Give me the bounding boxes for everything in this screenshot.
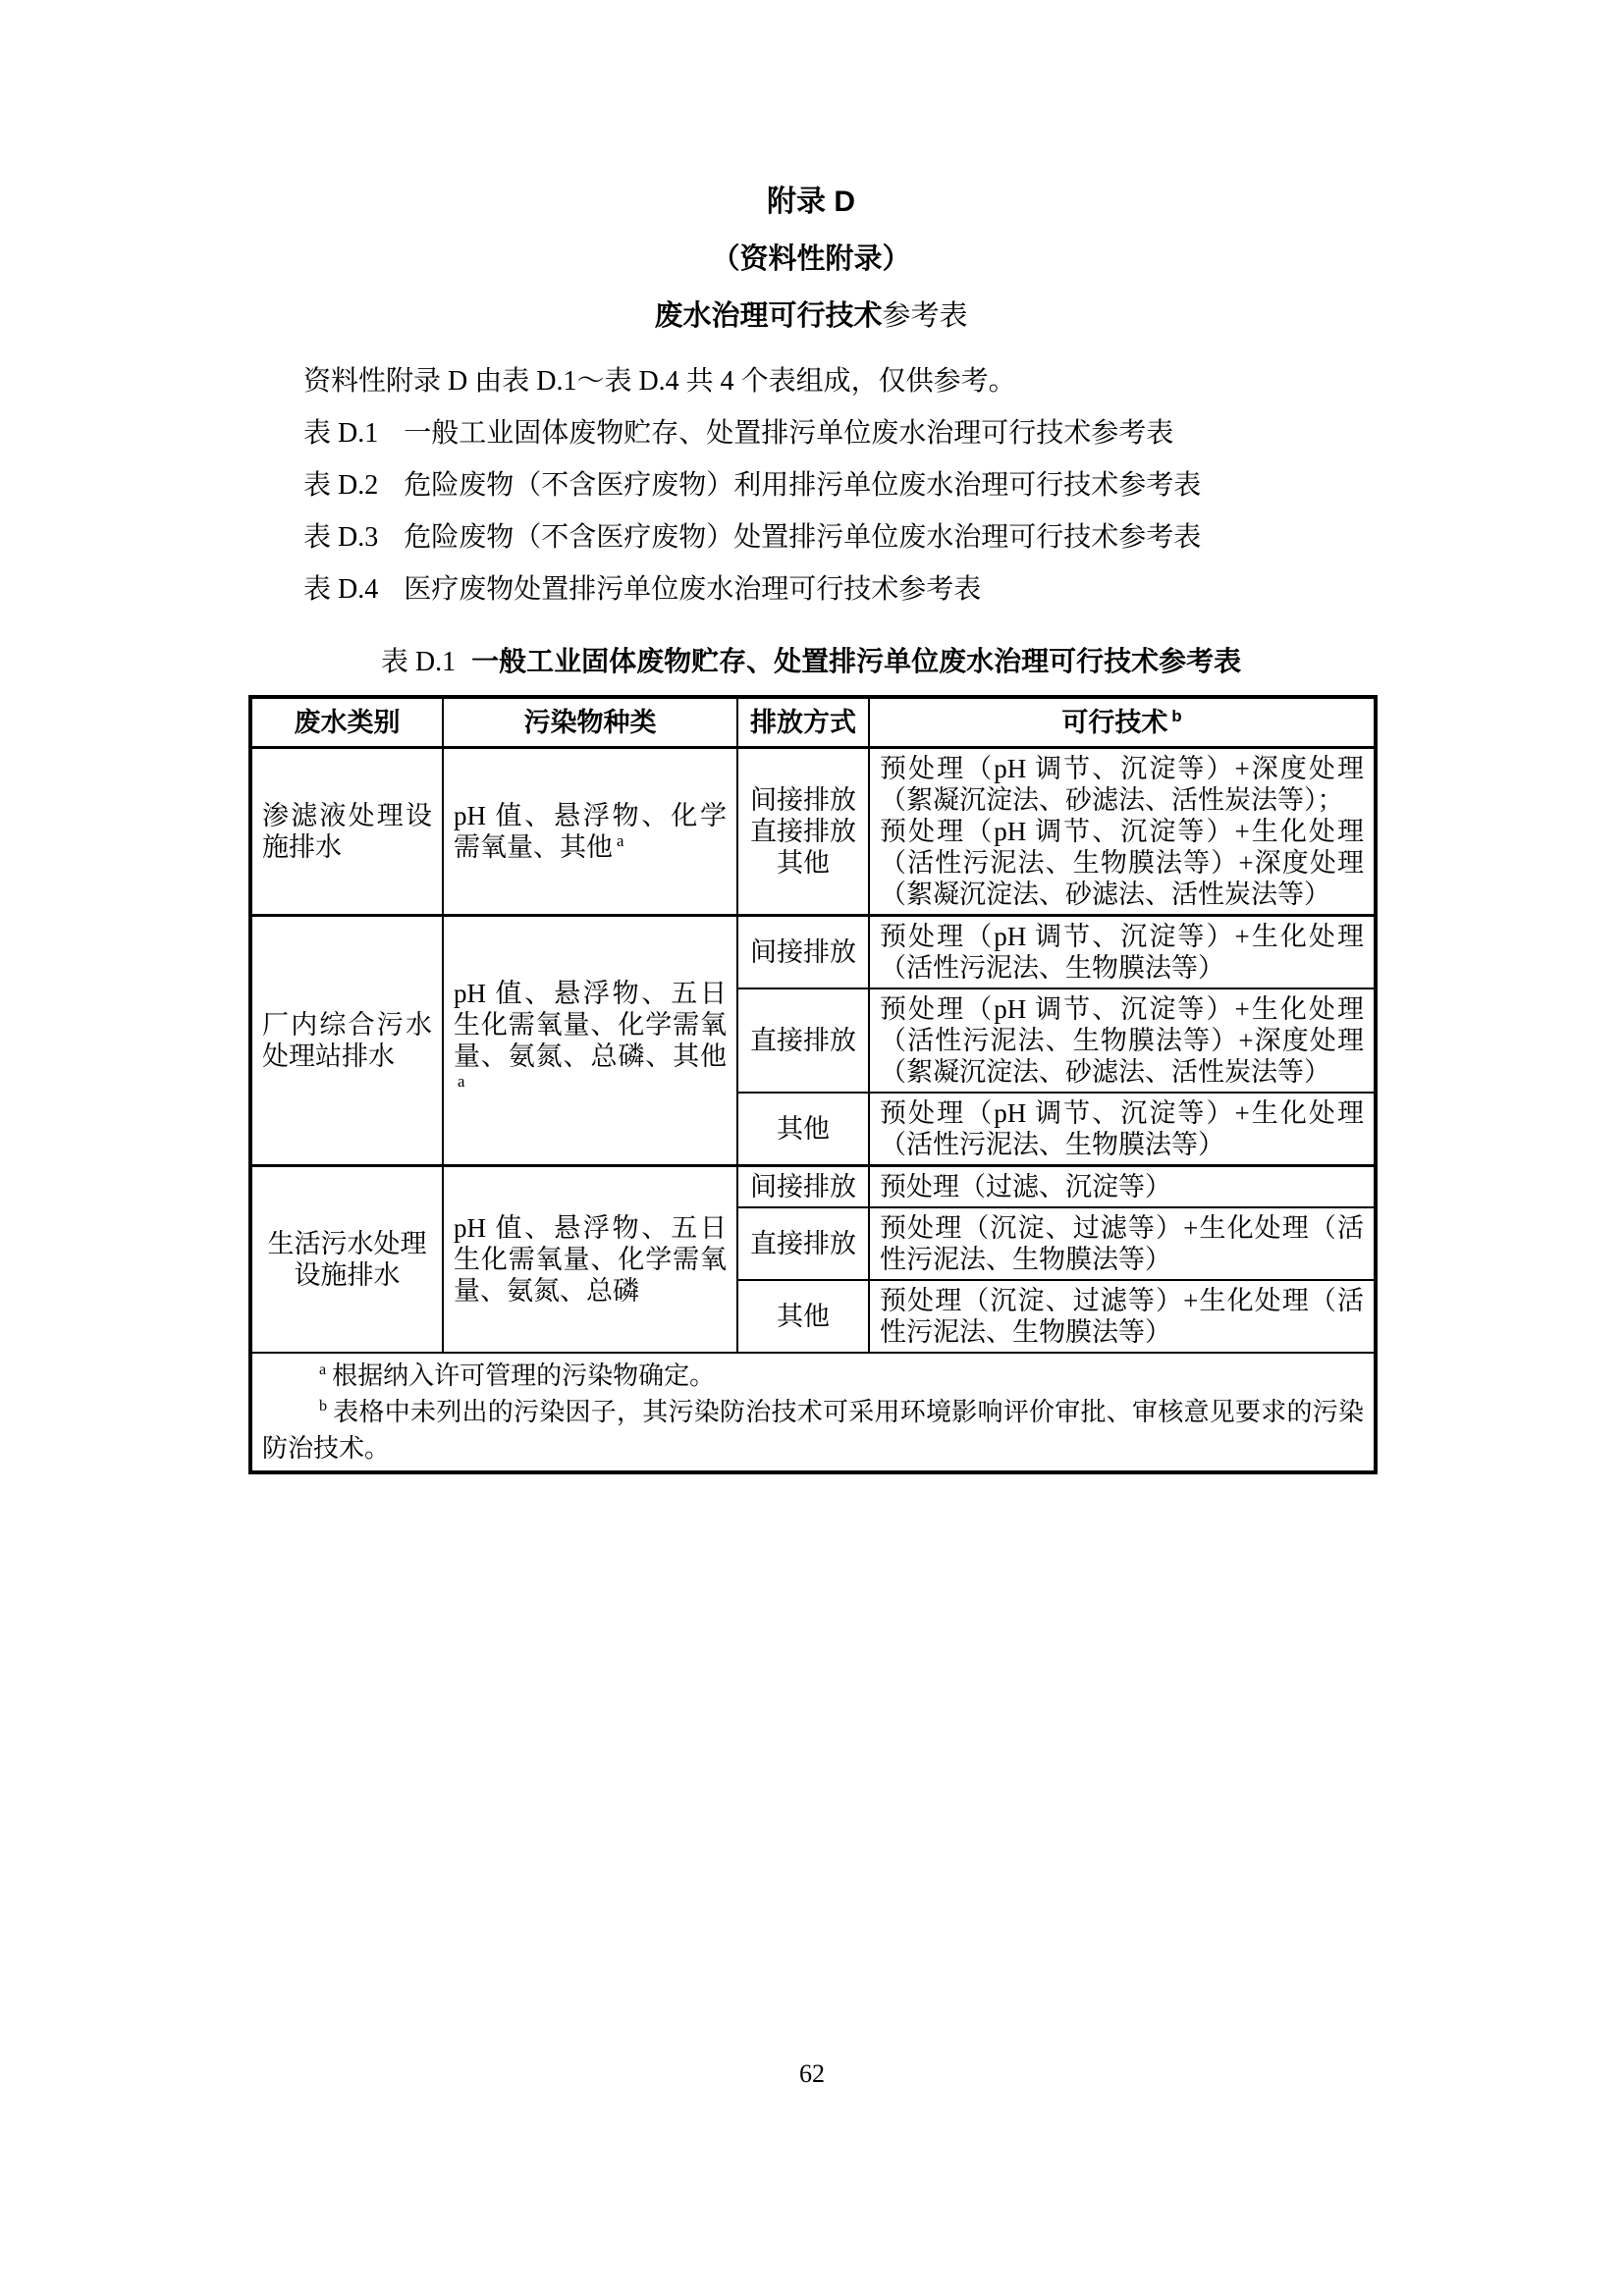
mode-line: 间接排放: [750, 785, 856, 815]
table-list-label: 表 D.1: [303, 418, 379, 449]
cell-pollutants-leachate: [443, 748, 737, 916]
cell-tech: 预处理（pH 调节、沉淀等）+生化处理（活性污泥法、生物膜法等）: [869, 916, 1376, 989]
footnote-b: [262, 1394, 1364, 1467]
appendix-heading: [248, 298, 1374, 334]
page-number: 62: [799, 2059, 825, 2088]
cell-mode: 间接排放: [737, 1166, 869, 1208]
footnote-ref-a: a: [458, 1072, 465, 1091]
table-row-domestic-indirect: [250, 1166, 1376, 1208]
tech-line: 预处理（pH 调节、沉淀等）+生化处理（活性污泥法、生物膜法等）+深度处理（絮凝沉淀法、砂滤法、活性炭法等）: [880, 817, 1364, 909]
mode-line: 其他: [777, 848, 830, 878]
table-list-text: 危险废物（不含医疗废物）利用排污单位废水治理可行技术参考表: [404, 470, 1202, 501]
table-row-plant-indirect: [250, 916, 1376, 989]
footnote-b-text: 表格中未列出的污染因子，其污染防治技术可采用环境影响评价审批、审核意见要求的污染防治技术。: [262, 1398, 1364, 1463]
table-header-row: [250, 697, 1376, 748]
table-list-text: 医疗废物处置排污单位废水治理可行技术参考表: [404, 574, 982, 605]
footnote-ref-a: a: [617, 831, 624, 850]
pollutants-text: pH 值、悬浮物、化学需氧量、其他: [454, 801, 727, 862]
cell-footnotes: [250, 1353, 1376, 1472]
cell-mode-leachate: [737, 748, 869, 916]
cell-category-leachate: 渗滤液处理设施排水: [250, 748, 443, 916]
cell-category-domestic: 生活污水处理设施排水: [250, 1166, 443, 1354]
reference-table: [248, 695, 1378, 1474]
table-row-leachate: [250, 748, 1376, 916]
cell-pollutants-plant: [443, 916, 737, 1166]
column-header-mode: 排放方式: [737, 697, 869, 748]
table-list-label: 表 D.2: [303, 470, 379, 501]
column-header-tech: [869, 697, 1376, 748]
appendix-heading-rest: 参考表: [882, 300, 968, 332]
cell-tech: 预处理（过滤、沉淀等）: [869, 1166, 1376, 1208]
column-header-tech-label: 可行技术: [1061, 708, 1168, 737]
column-header-pollutants: 污染物种类: [443, 697, 737, 748]
cell-pollutants-domestic: pH 值、悬浮物、五日生化需氧量、化学需氧量、氨氮、总磷: [443, 1166, 737, 1354]
cell-mode: 间接排放: [737, 916, 869, 989]
table-footnote-row: [250, 1353, 1376, 1472]
cell-tech-leachate: [869, 748, 1376, 916]
appendix-title: 附录 D: [767, 186, 855, 218]
table-list-item-d4: [248, 563, 1374, 615]
cell-tech: 预处理（pH 调节、沉淀等）+生化处理（活性污泥法、生物膜法等）+深度处理（絮凝沉淀法、砂滤法、活性炭法等）: [869, 988, 1376, 1093]
footnote-a: [262, 1358, 1364, 1394]
table-list-label: 表 D.4: [303, 574, 379, 605]
footnote-ref-b: b: [1171, 707, 1182, 725]
page-content: [248, 0, 1374, 1474]
cell-mode: 其他: [737, 1280, 869, 1353]
cell-tech: 预处理（沉淀、过滤等）+生化处理（活性污泥法、生物膜法等）: [869, 1207, 1376, 1280]
appendix-heading-bold: 废水治理可行技术: [654, 300, 883, 332]
table-list-text: 危险废物（不含医疗废物）处置排污单位废水治理可行技术参考表: [404, 522, 1202, 553]
cell-mode: 直接排放: [737, 988, 869, 1093]
footnote-b-marker: b: [319, 1398, 328, 1415]
tech-line: 预处理（pH 调节、沉淀等）+深度处理（絮凝沉淀法、砂滤法、活性炭法等）；: [880, 754, 1364, 815]
table-list-item-d1: [248, 407, 1374, 459]
cell-tech: 预处理（pH 调节、沉淀等）+生化处理（活性污泥法、生物膜法等）: [869, 1093, 1376, 1166]
cell-mode: 其他: [737, 1093, 869, 1166]
table-list-item-d3: [248, 511, 1374, 563]
pollutants-text: pH 值、悬浮物、五日生化需氧量、化学需氧量、氨氮、总磷、其他: [454, 979, 727, 1071]
footnote-a-marker: a: [319, 1362, 327, 1379]
table-list-label: 表 D.3: [303, 522, 379, 553]
cell-category-plant: 厂内综合污水处理站排水: [250, 916, 443, 1166]
table-list-item-d2: [248, 459, 1374, 511]
cell-mode: 直接排放: [737, 1207, 869, 1280]
mode-line: 直接排放: [750, 817, 856, 846]
cell-tech: 预处理（沉淀、过滤等）+生化处理（活性污泥法、生物膜法等）: [869, 1280, 1376, 1353]
table-caption-title: 一般工业固体废物贮存、处置排污单位废水治理可行技术参考表: [471, 646, 1242, 676]
table-list-text: 一般工业固体废物贮存、处置排污单位废水治理可行技术参考表: [404, 418, 1174, 449]
column-header-category: 废水类别: [250, 697, 443, 748]
table-caption: [248, 641, 1374, 683]
table-caption-label: 表 D.1: [380, 647, 457, 677]
intro-paragraph: 资料性附录 D 由表 D.1～表 D.4 共 4 个表组成，仅供参考。: [303, 366, 1016, 397]
appendix-subtitle: （资料性附录）: [711, 243, 911, 275]
footnote-a-text: 根据纳入许可管理的污染物确定。: [332, 1362, 716, 1390]
